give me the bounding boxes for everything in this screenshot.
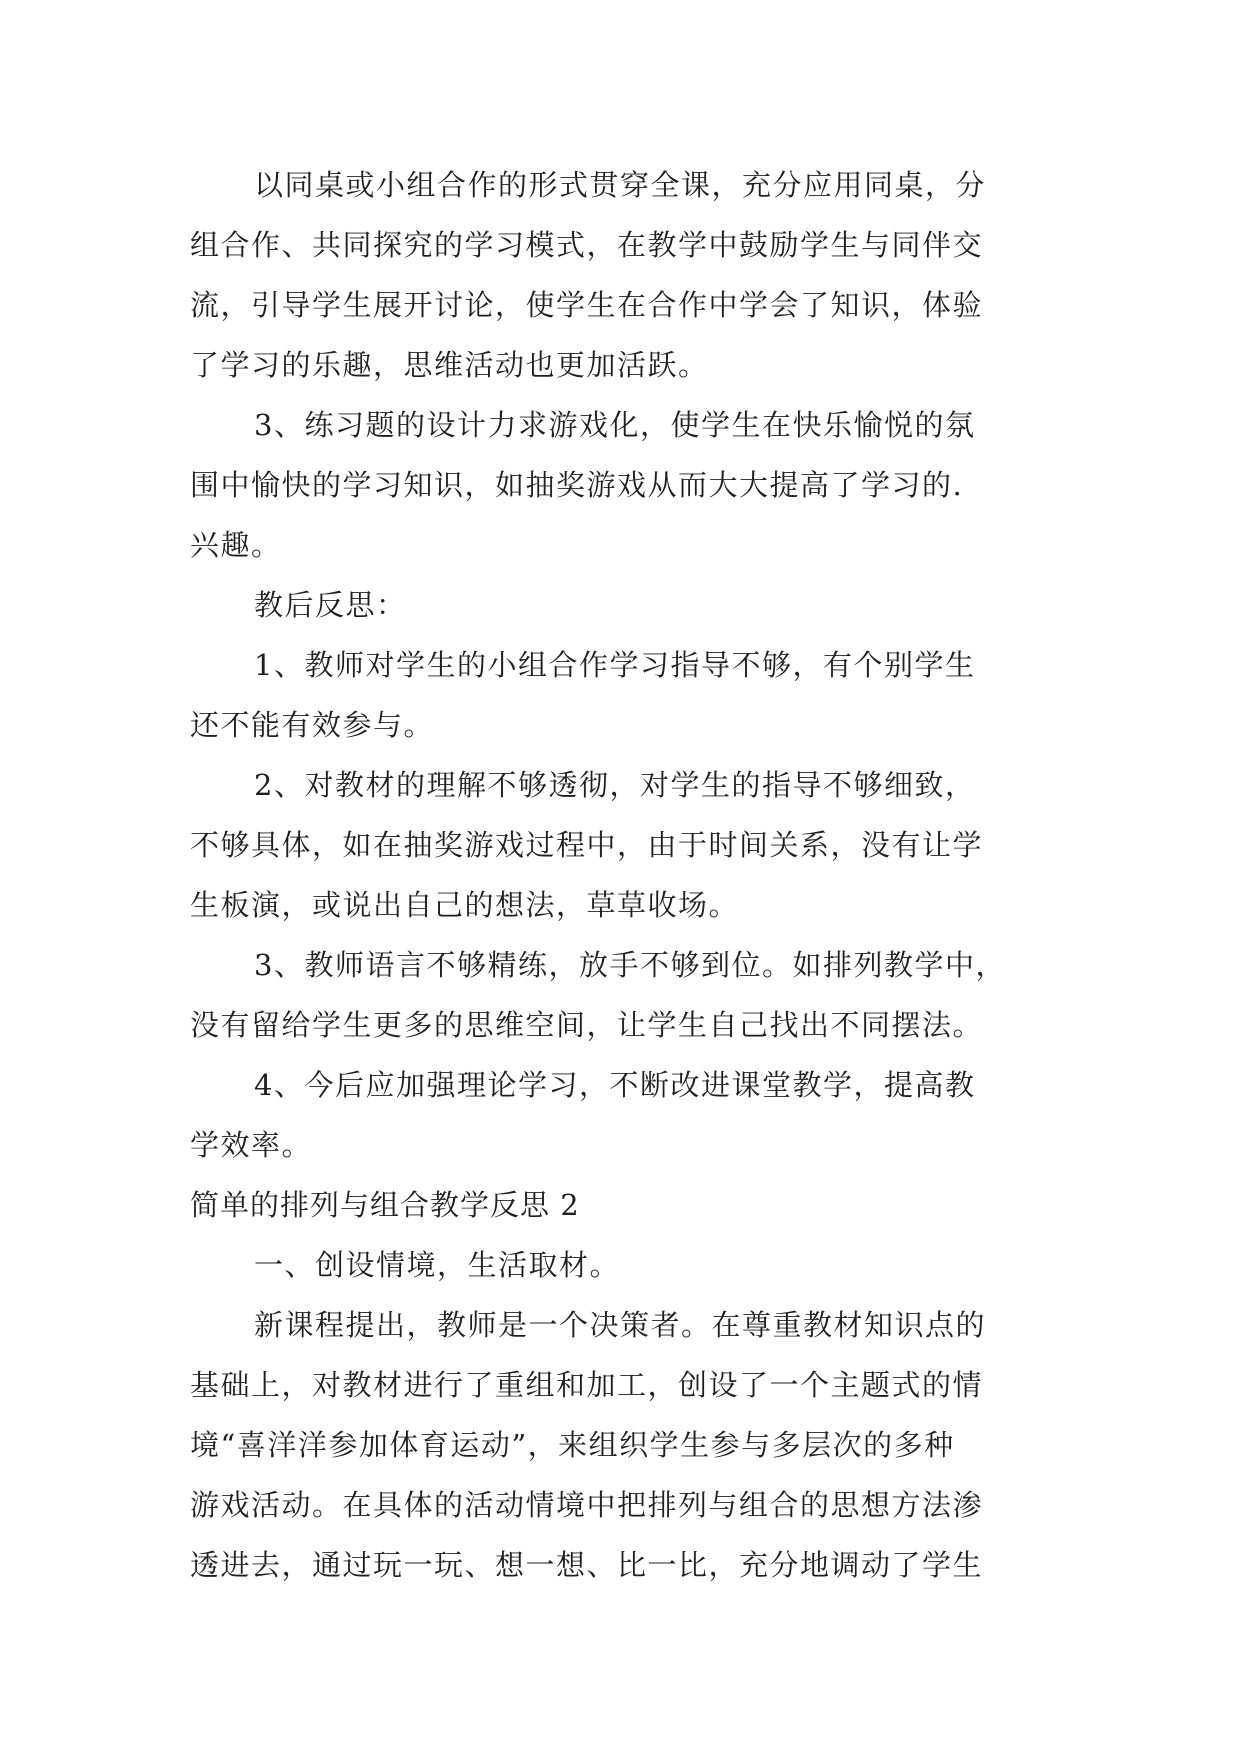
text-line: 组合作、共同探究的学习模式，在教学中鼓励学生与同伴交	[190, 228, 984, 262]
text-line: 境“喜洋洋参加体育运动”，来组织学生参与多层次的多种	[190, 1428, 955, 1462]
text-line: 流，引导学生展开讨论，使学生在合作中学会了知识，体验	[190, 288, 984, 322]
text-line: 教后反思：	[254, 588, 407, 622]
text-line: 没有留给学生更多的思维空间，让学生自己找出不同摆法。	[190, 1008, 984, 1042]
document-body	[190, 155, 1060, 1595]
text-line: 4、今后应加强理论学习，不断改进课堂教学，提高教	[254, 1068, 976, 1102]
text-line: 了学习的乐趣，思维活动也更加活跃。	[190, 348, 709, 382]
text-line: 生板演，或说出自己的想法，草草收场。	[190, 888, 740, 922]
text-line: 2、对教材的理解不够透彻，对学生的指导不够细致，	[254, 768, 976, 802]
text-line: 3、练习题的设计力求游戏化，使学生在快乐愉悦的氛	[254, 408, 976, 442]
section-heading: 简单的排列与组合教学反思 2	[190, 1188, 580, 1222]
text-line: 游戏活动。在具体的活动情境中把排列与组合的思想方法渗	[190, 1488, 984, 1522]
text-line: 学效率。	[190, 1128, 313, 1162]
text-line: 以同桌或小组合作的形式贯穿全课，充分应用同桌，分	[254, 168, 987, 202]
text-line: 3、教师语言不够精练，放手不够到位。如排列教学中，	[254, 948, 1006, 982]
text-line: 一、创设情境，生活取材。	[254, 1248, 621, 1282]
text-line: 新课程提出，教师是一个决策者。在尊重教材知识点的	[254, 1308, 987, 1342]
text-line: 还不能有效参与。	[190, 708, 435, 742]
text-line: 基础上，对教材进行了重组和加工，创设了一个主题式的情	[190, 1368, 984, 1402]
text-line: 透进去，通过玩一玩、想一想、比一比，充分地调动了学生	[190, 1548, 984, 1582]
text-line: 不够具体，如在抽奖游戏过程中，由于时间关系，没有让学	[190, 828, 984, 862]
text-line: 围中愉快的学习知识，如抽奖游戏从而大大提高了学习的.	[190, 468, 964, 502]
text-line: 兴趣。	[190, 528, 282, 562]
text-line: 1、教师对学生的小组合作学习指导不够，有个别学生	[254, 648, 976, 682]
